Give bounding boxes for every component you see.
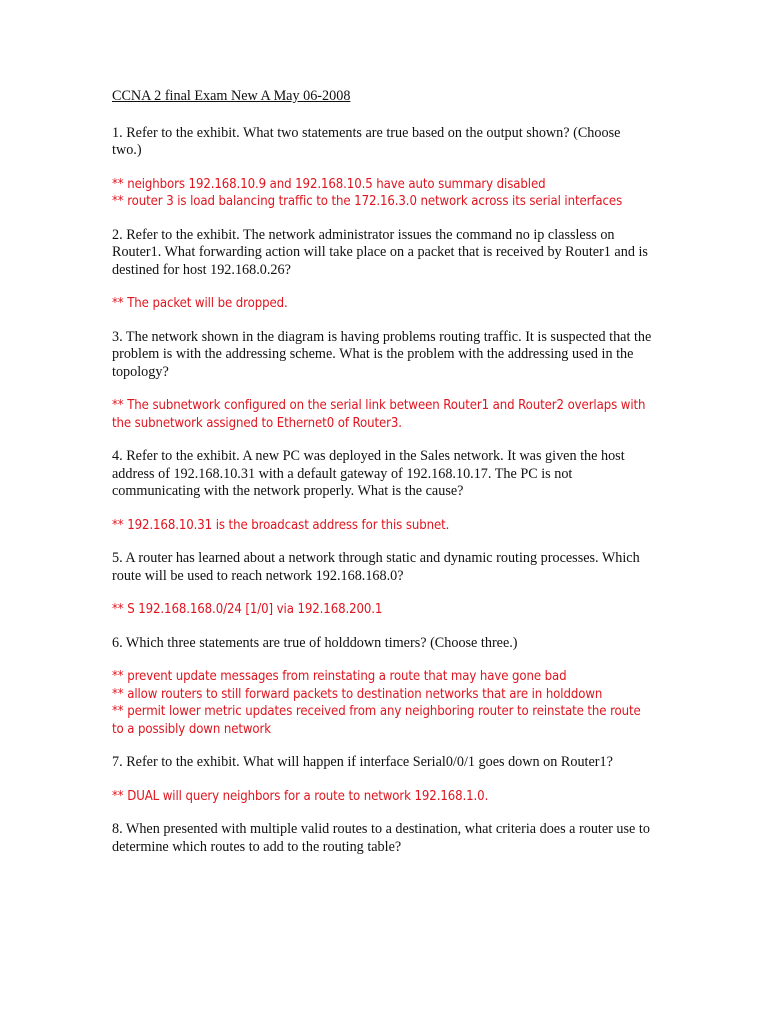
qa-item-4 xyxy=(112,448,652,534)
answer-line: ** neighbors 192.168.10.9 and 192.168.10.5 have auto summary disabled xyxy=(112,176,546,192)
answer-block xyxy=(112,397,652,432)
answer-line: ** The subnetwork configured on the serial link between Router1 and Router2 overlaps with the subnetwork assigned to Ethernet0 of Router3. xyxy=(112,398,646,431)
answer-block xyxy=(112,517,652,535)
question-text: 6. Which three statements are true of holddown timers? (Choose three.) xyxy=(112,634,518,651)
qa-item-3 xyxy=(112,329,652,433)
answer-line: ** The packet will be dropped. xyxy=(112,296,288,311)
answer-line: ** S 192.168.168.0/24 [1/0] via 192.168.200.1 xyxy=(112,602,383,617)
qa-item-7 xyxy=(112,754,652,805)
answer-line: ** prevent update messages from reinstating a route that may have gone bad xyxy=(112,669,567,684)
question-text: 1. Refer to the exhibit. What two statements are true based on the output shown? (Choose two.) xyxy=(112,124,621,158)
question-text: 4. Refer to the exhibit. A new PC was deployed in the Sales network. It was given the host address of 192.168.10.31 with a default gateway of 192.168.10.17. The PC is not communicating with the network properly. What is the cause? xyxy=(112,448,625,499)
question-text: 2. Refer to the exhibit. The network administrator issues the command no ip classless on Router1. What forwarding action will take place on a packet that is received by Router1 and is destined for host 192.168.0.26? xyxy=(112,226,648,278)
answer-block xyxy=(112,601,652,619)
question-text: 8. When presented with multiple valid routes to a destination, what criteria does a router use to determine which routes to add to the routing table? xyxy=(112,821,650,855)
question-text: 3. The network shown in the diagram is having problems routing traffic. It is suspected that the problem is with the addressing scheme. What is the problem with the addressing used in the topology? xyxy=(112,328,652,380)
qa-item-6 xyxy=(112,635,652,739)
qa-item-1 xyxy=(112,125,652,211)
question-text: 5. A router has learned about a network through static and dynamic routing processes. Which route will be used to reach network 192.168.168.0? xyxy=(112,550,640,584)
answer-line: ** allow routers to still forward packets to destination networks that are in holddown xyxy=(112,686,603,702)
answer-block xyxy=(112,176,652,211)
answer-block xyxy=(112,788,652,806)
page-title: CCNA 2 final Exam New A May 06-2008 xyxy=(112,88,351,104)
answer-line: ** 192.168.10.31 is the broadcast address for this subnet. xyxy=(112,517,450,533)
answer-block xyxy=(112,295,652,313)
qa-item-5 xyxy=(112,550,652,619)
answer-line: ** permit lower metric updates received from any neighboring router to reinstate the route to a possibly down network xyxy=(112,704,641,737)
answer-line: ** DUAL will query neighbors for a route to network 192.168.1.0. xyxy=(112,788,489,804)
qa-item-8 xyxy=(112,821,652,856)
qa-item-2 xyxy=(112,227,652,313)
document-body xyxy=(112,88,652,872)
question-text: 7. Refer to the exhibit. What will happen if interface Serial0/0/1 goes down on Router1? xyxy=(112,754,613,770)
answer-line: ** router 3 is load balancing traffic to the 172.16.3.0 network across its serial interfaces xyxy=(112,194,623,209)
answer-block xyxy=(112,668,652,738)
